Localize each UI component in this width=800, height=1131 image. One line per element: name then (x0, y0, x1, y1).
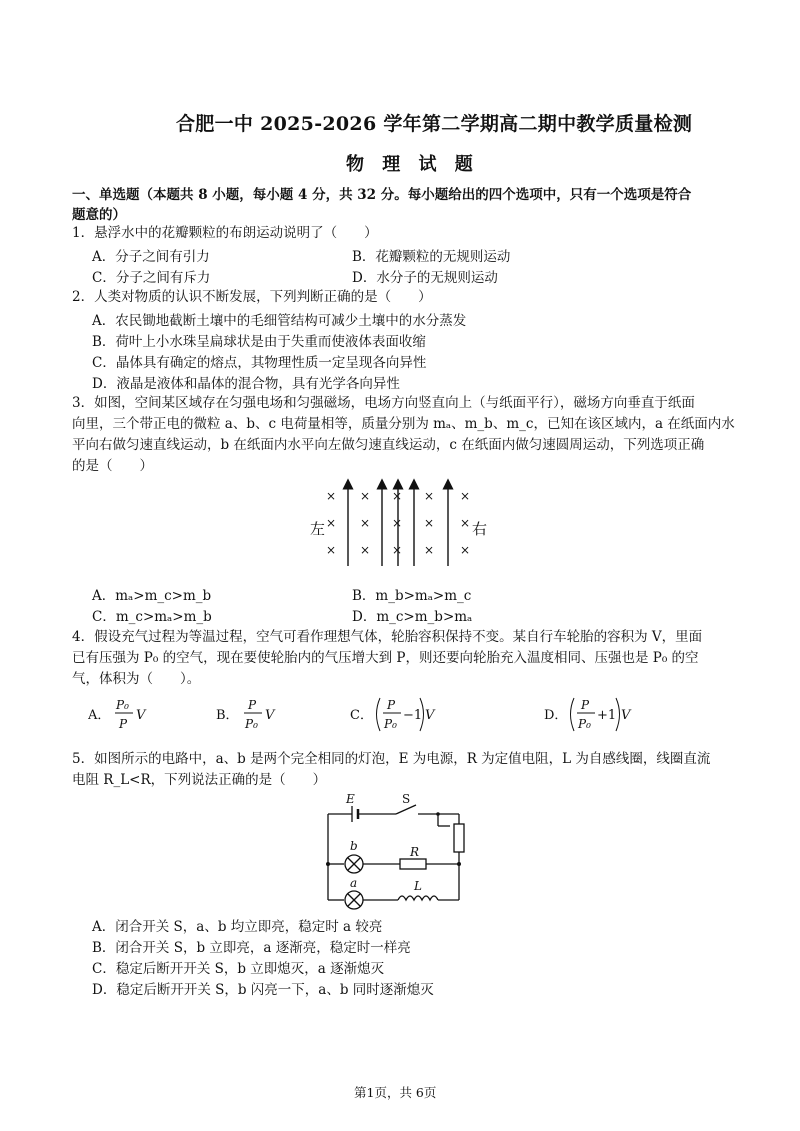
question-5-line1: 5．如图所示的电路中，a、b 是两个完全相同的灯泡，E 为电源，R 为定值电阻，L 为自感线圈，线圈直流 (72, 751, 711, 767)
svg-text:×: × (460, 543, 471, 557)
right-label: 右 (472, 520, 488, 538)
q4-option-d-label: D． (544, 708, 568, 723)
question-3-line4: 的是（ ） (72, 458, 153, 474)
q3-option-b: B．m_b>mₐ>m_c (352, 588, 472, 604)
circuit-diagram (318, 790, 478, 910)
question-3-line1: 3．如图，空间某区域存在匀强电场和匀强磁场，电场方向竖直向上（与纸面平行），磁场方向垂直于纸面 (72, 395, 695, 411)
question-4-line2: 已有压强为 P₀ 的空气，现在要使轮胎内的气压增大到 P，则还要向轮胎充入温度相同、压强也是 P₀ 的空 (72, 650, 699, 666)
svg-text:V: V (265, 708, 275, 723)
svg-text:×: × (360, 516, 371, 530)
q2-option-b: B．荷叶上小水珠呈扁球状是由于失重而使液体表面收缩 (92, 334, 426, 350)
question-4-line3: 气，体积为（ ）。 (72, 671, 201, 687)
svg-text:+1: +1 (597, 708, 617, 723)
q1-option-a: A．分子之间有引力 (92, 249, 210, 265)
q1-option-d: D．水分子的无规则运动 (352, 270, 498, 286)
svg-text:×: × (326, 489, 337, 503)
svg-text:L: L (414, 879, 422, 893)
question-3-line2: 向里，三个带正电的微粒 a、b、c 电荷量相等，质量分别为 mₐ、m_b、m_c，已知在该区域内，a 在纸面内水 (72, 416, 735, 432)
svg-text:b: b (350, 839, 358, 853)
field-diagram (300, 476, 500, 568)
svg-text:P₀: P₀ (578, 717, 591, 731)
svg-text:E: E (346, 792, 355, 806)
switch-blade (396, 805, 416, 814)
rheostat (454, 824, 464, 852)
q2-option-d: D．液晶是液体和晶体的混合物，具有光学各向异性 (92, 376, 400, 392)
q2-option-c: C．晶体具有确定的熔点，其物理性质一定呈现各向异性 (92, 355, 427, 371)
q1-option-c: C．分子之间有斥力 (92, 270, 211, 286)
q5-option-b: B．闭合开关 S，b 立即亮，a 逐渐亮，稳定时一样亮 (92, 940, 411, 956)
svg-text:×: × (360, 489, 371, 503)
svg-text:×: × (326, 516, 337, 530)
left-label: 左 (310, 520, 326, 538)
q4-option-c-label: C． (350, 708, 373, 723)
question-1-stem: 1．悬浮水中的花瓣颗粒的布朗运动说明了（ ） (72, 225, 378, 241)
page-title: 合肥一中 2025-2026 学年第二学期高二期中教学质量检测 (176, 113, 693, 135)
svg-text:P₀: P₀ (116, 698, 129, 712)
page-number: 第1页，共 6页 (354, 1085, 437, 1100)
svg-text:P: P (581, 698, 590, 712)
svg-text:P: P (119, 717, 128, 731)
svg-text:×: × (460, 516, 471, 530)
svg-text:V: V (136, 708, 146, 723)
svg-text:×: × (424, 489, 435, 503)
svg-text:×: × (392, 489, 403, 503)
svg-text:×: × (326, 543, 337, 557)
question-3-line3: 平向右做匀速直线运动，b 在纸面内水平向左做匀速直线运动，c 在纸面内做匀速圆周运动，下列选项正确 (72, 437, 705, 453)
svg-text:P: P (248, 698, 257, 712)
q1-option-b: B．花瓣颗粒的无规则运动 (352, 249, 511, 265)
svg-text:V: V (425, 708, 435, 723)
q5-option-c: C．稳定后断开开关 S，b 立即熄灭，a 逐渐熄灭 (92, 961, 385, 977)
q3-option-c: C．m_c>mₐ>m_b (92, 609, 212, 625)
svg-text:a: a (350, 876, 358, 890)
q4-option-a-label: A． (88, 708, 111, 723)
q2-option-a: A．农民锄地截断土壤中的毛细管结构可减少土壤中的水分蒸发 (92, 313, 467, 329)
q4-options-formulas (88, 692, 648, 736)
q3-option-d: D．m_c>m_b>mₐ (352, 609, 473, 625)
page-subtitle: 物 理 试 题 (346, 154, 479, 175)
resistor-r (400, 859, 426, 869)
svg-text:×: × (460, 489, 471, 503)
question-4-line1: 4．假设充气过程为等温过程，空气可看作理想气体，轮胎容积保持不变。某自行车轮胎的容积为 V，里面 (72, 629, 703, 645)
svg-text:×: × (424, 516, 435, 530)
svg-text:P: P (387, 698, 396, 712)
q3-option-a: A．mₐ>m_c>m_b (92, 588, 212, 604)
q5-option-a: A．闭合开关 S，a、b 均立即亮，稳定时 a 较亮 (92, 919, 383, 935)
q5-option-d: D．稳定后断开开关 S，b 闪亮一下，a、b 同时逐渐熄灭 (92, 982, 434, 998)
inductor-coil (398, 896, 438, 900)
svg-text:R: R (410, 845, 420, 859)
svg-text:×: × (360, 543, 371, 557)
section-heading-cont: 题意的） (72, 207, 126, 223)
svg-text:S: S (402, 792, 411, 806)
svg-text:×: × (424, 543, 435, 557)
svg-text:P₀: P₀ (245, 717, 258, 731)
svg-text:×: × (392, 543, 403, 557)
svg-text:V: V (621, 708, 631, 723)
q4-option-b-label: B． (216, 708, 239, 723)
svg-text:−1: −1 (403, 708, 423, 723)
section-heading: 一、单选题（本题共 8 小题，每小题 4 分，共 32 分。每小题给出的四个选项中，只有一个选项是符合 (72, 187, 692, 203)
svg-text:×: × (392, 516, 403, 530)
svg-text:P₀: P₀ (384, 717, 397, 731)
question-5-line2: 电阻 R_L<R，下列说法正确的是（ ） (72, 772, 327, 788)
question-2-stem: 2．人类对物质的认识不断发展，下列判断正确的是（ ） (72, 289, 432, 305)
